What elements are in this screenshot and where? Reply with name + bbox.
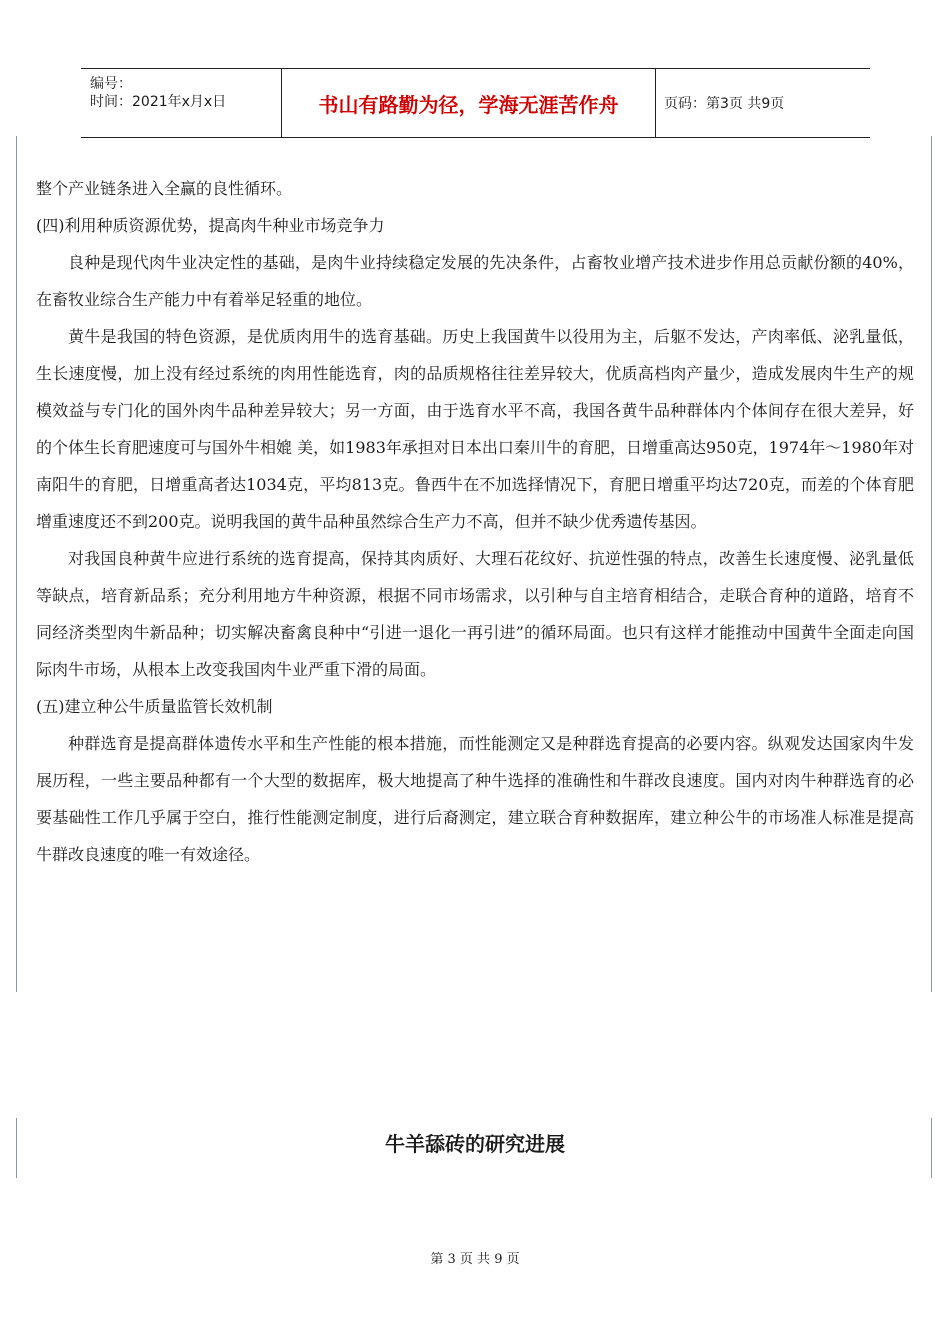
paragraph: 对我国良种黄牛应进行系统的选育提高，保持其肉质好、大理石花纹好、抗逆性强的特点，改善生长速度慢、泌乳量低等缺点，培育新品系；充分利用地方牛种资源，根据不同市场需求，以引种与自主培育相结合，走联合育种的道路，培育不同经济类型肉牛新品种；切实解决畜禽良种中“引进一退化一再引进”的循环局面。也只有这样才能推动中国黄牛全面走向国际肉牛市场，从根本上改变我国肉牛业严重下滑的局面。 [36, 549, 914, 679]
paragraph: 良种是现代肉牛业决定性的基础，是肉牛业持续稳定发展的先决条件，占畜牧业增产技术进步作用总贡献份额的40%，在畜牧业综合生产能力中有着举足轻重的地位。 [36, 253, 914, 309]
header-page-code: 页码：第3页 共9页 [664, 96, 785, 112]
paragraph: 种群选育是提高群体遗传水平和生产性能的根本措施，而性能测定又是种群选育提高的必要内容。纵观发达国家肉牛发展历程，一些主要品种都有一个大型的数据库，极大地提高了种牛选择的准确性和牛群改良速度。国内对肉牛种群选育的必要基础性工作几乎属于空白，推行性能测定制度，进行后裔测定，建立联合育种数据库，建立种公牛的市场准人标准是提高牛群改良速度的唯一有效途径。 [36, 734, 914, 864]
right-border-line [931, 136, 932, 992]
header-motto-cell [282, 69, 656, 137]
page-footer: 第 3 页 共 9 页 [430, 1252, 520, 1267]
paragraph-continuation: 整个产业链条进入全赢的良性循环。 [36, 179, 293, 198]
section-title: 牛羊舔砖的研究进展 [385, 1132, 565, 1156]
section-heading-4: (四)利用种质资源优势，提高肉牛种业市场竞争力 [36, 216, 385, 235]
document-header [81, 68, 870, 138]
code-label: 编号： [90, 76, 132, 92]
main-content [36, 170, 914, 873]
paragraph: 黄牛是我国的特色资源，是优质肉用牛的选育基础。历史上我国黄牛以役用为主，后躯不发达，产肉率低、泌乳量低，生长速度慢，加上没有经过系统的肉用性能选育，肉的品质规格往往差异较大，优质高档肉产量少，造成发展肉牛生产的规模效益与专门化的国外肉牛品种差异较大；另一方面，由于选育水平不高，我国各黄牛品种群体内个体间存在很大差异，好的个体生长育肥速度可与国外牛相媲 美，如1983年承担对日本出口秦川牛的育肥，日增重高达950克，1974年～1980年对南阳牛的育肥，日增重高者达1034克，平均813克。鲁西牛在不加选择情况下，育肥日增重平均达720克，而差的个体育肥增重速度还不到200克。说明我国的黄牛品种虽然综合生产力不高，但并不缺少优秀遗传基因。 [36, 327, 914, 531]
header-page-cell [656, 69, 870, 137]
date-label: 时间：2021年x月x日 [90, 94, 227, 110]
section-heading-5: (五)建立种公牛质量监管长效机制 [36, 697, 273, 716]
header-left-cell [81, 69, 282, 137]
header-motto: 书山有路勤为径，学海无涯苦作舟 [318, 92, 619, 117]
left-border-line [16, 136, 17, 992]
